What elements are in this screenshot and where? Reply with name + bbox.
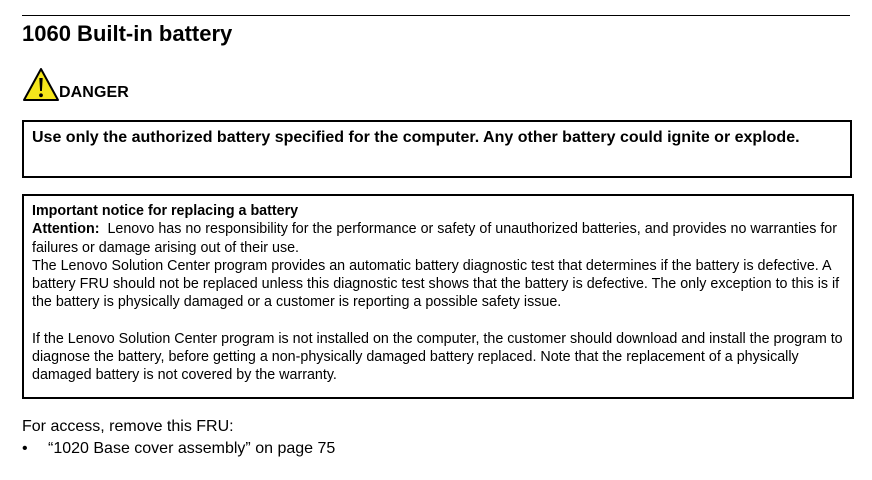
list-item xyxy=(22,439,335,459)
bullet-icon: • xyxy=(22,440,28,457)
access-intro: For access, remove this FRU: xyxy=(22,418,234,435)
attention-paragraph xyxy=(32,220,846,257)
top-rule xyxy=(22,15,850,16)
danger-header xyxy=(22,66,129,102)
diagnostic-paragraph: The Lenovo Solution Center program provides an automatic battery diagnostic test that determines if the battery is defective. A battery FRU should not be replaced unless this diagnostic test shows that the battery is defective. The only exception to this is if the battery is physically damaged or a customer is reporting a possible safety issue. xyxy=(32,257,840,311)
attention-text: Lenovo has no responsibility for the performance or safety of unauthorized batteries, and provides no warranties for failures or damage arising out of their use. xyxy=(32,221,838,256)
attention-label: Attention: xyxy=(32,221,100,238)
notice-box xyxy=(22,194,854,399)
warning-triangle-icon xyxy=(22,67,60,102)
notice-title: Important notice for replacing a battery xyxy=(32,203,299,219)
danger-message-box xyxy=(22,120,852,178)
danger-message: Use only the authorized battery specified for the computer. Any other battery could ignite or explode. xyxy=(32,129,800,146)
section-heading: 1060 Built-in battery xyxy=(22,21,233,46)
base-cover-link[interactable]: “1020 Base cover assembly” on page 75 xyxy=(48,440,336,457)
install-paragraph: If the Lenovo Solution Center program is not installed on the computer, the customer should download and install the program to diagnose the battery, before getting a non-physically damaged battery replaced. Note that the replacement of a physically damaged battery is not covered by the warranty. xyxy=(32,330,843,384)
danger-label: DANGER xyxy=(59,84,129,101)
